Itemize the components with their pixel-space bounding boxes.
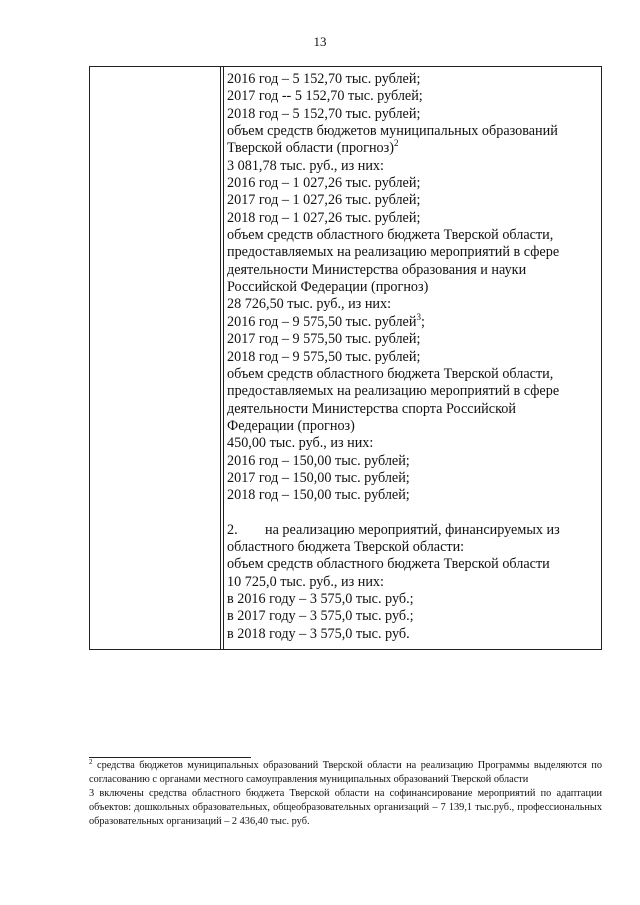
table-column-divider [220,67,221,649]
section-2-number: 2. [227,521,238,538]
section-2 [227,522,599,643]
text-line: 10 725,0 тыс. руб., из них: [227,573,384,590]
year-2016-education-line [227,311,599,331]
text-line: 2016 год – 5 152,70 тыс. рублей; [227,71,421,87]
text-line: Российской Федерации (прогноз) [227,279,429,296]
table-column-divider-inner [223,67,224,649]
text-line: 2017 год – 150,00 тыс. рублей; [227,469,410,486]
section-1-lines-c [227,331,599,504]
section-gap [227,505,599,522]
text-line: 2016 год – 1 027,26 тыс. рублей; [227,175,421,192]
page-number: 13 [313,34,327,49]
text-line: Федерации (прогноз) [227,417,355,434]
text-span: ; [420,313,425,330]
footnote-ref-3: 3 [416,311,421,322]
footnotes [89,759,602,829]
text-line: 450,00 тыс. руб., из них: [227,435,374,452]
text-line: объем средств областного бюджета Тверской области [227,556,550,573]
section-1-lines-b [227,158,599,314]
footnote-separator [89,757,251,758]
text-line: деятельности Министерства образования и науки [227,261,527,278]
footnote-3: 3 включены средства областного бюджета Тверской области на софинансирование мероприятий по адаптации объектов: дошкольных образовательных, общеобразовательных организаций – 7 139,1 тыс.руб., профессиональных образовательных организаций – 2 436,40 тыс. руб. [89,788,602,827]
text-line: 2018 год – 9 575,50 тыс. рублей; [227,348,421,365]
footnote-2-mark: 2 [89,758,93,766]
text-span: Тверской области (прогноз) [227,140,394,157]
section-2-heading [227,522,599,539]
section-2-heading-text: на реализацию мероприятий, финансируемых из [265,521,560,538]
text-span: 2016 год – 9 575,50 тыс. рублей [227,313,417,330]
text-line: 2016 год – 150,00 тыс. рублей; [227,452,410,469]
text-line: 2018 год – 5 152,70 тыс. рублей; [227,105,421,122]
text-line: 2017 год -- 5 152,70 тыс. рублей; [227,88,423,105]
funding-table [89,66,602,650]
municipal-prognoz-line [227,140,599,157]
text-line: в 2016 году – 3 575,0 тыс. руб.; [227,590,414,607]
text-line: 2017 год – 9 575,50 тыс. рублей; [227,331,421,348]
footnote-ref-2: 2 [393,138,399,149]
text-line: предоставляемых на реализацию мероприятий в сфере [227,244,560,261]
text-line: объем средств бюджетов муниципальных образований [227,123,558,140]
text-line: в 2017 году – 3 575,0 тыс. руб.; [227,608,414,625]
text-line: в 2018 году – 3 575,0 тыс. руб. [227,625,410,642]
text-line: 2018 год – 150,00 тыс. рублей; [227,487,410,504]
footnote-2 [89,759,602,787]
text-line: 28 726,50 тыс. руб., из них: [227,296,392,313]
text-line: областного бюджета Тверской области: [227,538,465,555]
text-line: 3 081,78 тыс. руб., из них: [227,157,384,174]
text-line: предоставляемых на реализацию мероприятий в сфере [227,383,560,400]
text-line: 2017 год – 1 027,26 тыс. рублей; [227,192,421,209]
footnote-2-text: средства бюджетов муниципальных образований Тверской области на реализацию Программы выделяются по согласованию с органами местного самоуправления муниципальных образований Тверской области [89,760,602,785]
text-line: 2018 год – 1 027,26 тыс. рублей; [227,209,421,226]
funding-details-cell [227,71,599,643]
text-line: объем средств областного бюджета Тверской области, [227,365,554,382]
section-1-lines-a [227,71,599,140]
text-line: объем средств областного бюджета Тверской области, [227,227,554,244]
text-line: деятельности Министерства спорта Российской [227,400,516,417]
